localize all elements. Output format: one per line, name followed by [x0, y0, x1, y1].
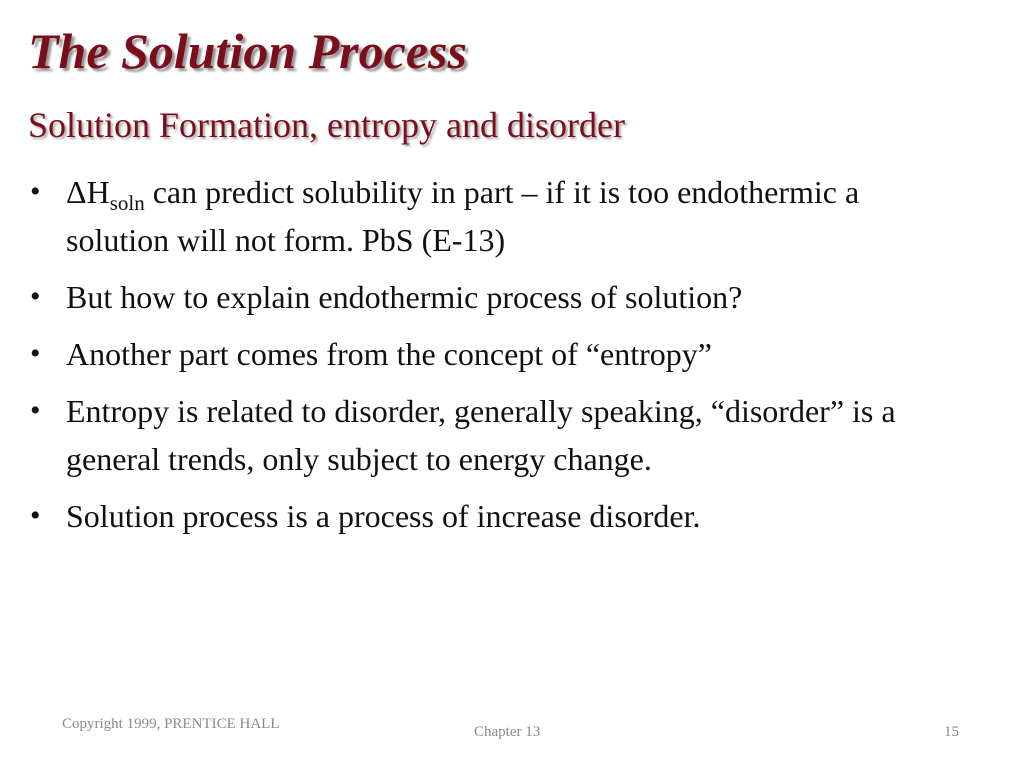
- bullet-text: But how to explain endothermic process of solution?: [66, 279, 743, 315]
- footer-page-number: 15: [944, 724, 959, 740]
- bullet-text: Another part comes from the concept of “entropy”: [66, 336, 712, 372]
- bullet-marker: •: [30, 394, 41, 427]
- bullet-marker: •: [30, 175, 41, 208]
- bullet-marker: •: [30, 280, 41, 313]
- footer-copyright: Copyright 1999, PRENTICE HALL: [62, 716, 280, 732]
- bullet-delta-h: ΔH: [66, 174, 110, 210]
- bullet-list: [28, 168, 928, 549]
- bullet-item: [28, 273, 928, 321]
- bullet-text: can predict solubility in part – if it is too endothermic a solution will not form. PbS (E-13): [66, 174, 860, 258]
- bullet-item: [28, 387, 928, 483]
- bullet-marker: •: [30, 337, 41, 370]
- footer-chapter: Chapter 13: [474, 724, 541, 740]
- bullet-subscript: soln: [109, 191, 145, 215]
- bullet-item: [28, 168, 928, 264]
- bullet-item: [28, 492, 928, 540]
- bullet-marker: •: [30, 499, 41, 532]
- bullet-item: [28, 330, 928, 378]
- bullet-text: Entropy is related to disorder, generally speaking, “disorder” is a general trends, only subject to energy change.: [66, 393, 896, 477]
- slide-title: The Solution Process: [28, 23, 467, 79]
- slide-subtitle: Solution Formation, entropy and disorder: [28, 105, 625, 145]
- bullet-text: Solution process is a process of increase disorder.: [66, 498, 701, 534]
